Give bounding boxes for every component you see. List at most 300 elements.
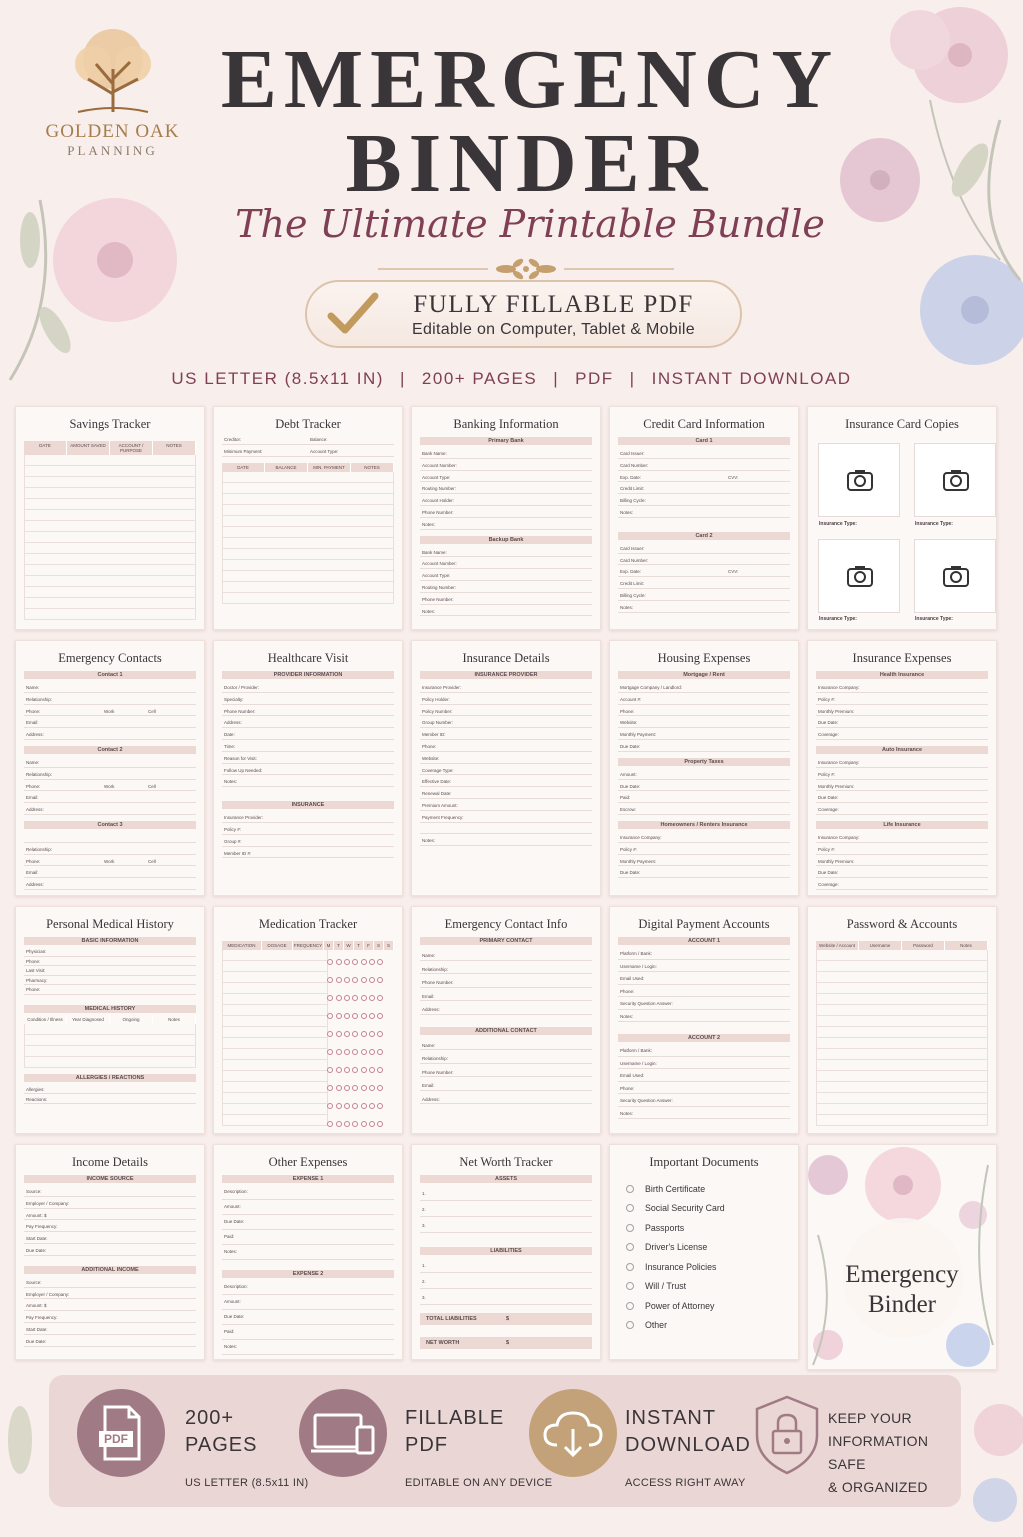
day-checkbox[interactable] (336, 995, 342, 1001)
field-list (618, 447, 790, 518)
day-checkbox[interactable] (327, 1049, 333, 1055)
day-checkbox[interactable] (352, 1031, 358, 1037)
table-header (24, 1015, 196, 1024)
day-checkbox[interactable] (336, 1031, 342, 1037)
page-banking-information (411, 406, 601, 630)
field-label: Amount: (618, 768, 790, 780)
field-label: Website: (618, 716, 790, 728)
document-item (626, 1199, 798, 1219)
day-checkbox[interactable] (344, 1031, 350, 1037)
field-label: Notes: (420, 605, 592, 617)
field-label: Reason for Visit: (222, 752, 394, 764)
field-list (420, 447, 592, 530)
day-checkbox[interactable] (352, 977, 358, 983)
page-title: Insurance Details (462, 651, 550, 665)
day-checkbox[interactable] (336, 1121, 342, 1127)
day-checkbox[interactable] (344, 1103, 350, 1109)
fillable-pdf-pill (305, 280, 742, 348)
field-label: Start Date: (24, 1323, 196, 1335)
feature-download-title (625, 1405, 751, 1459)
field-label: Website: (420, 752, 592, 764)
field-label: Effective Date: (420, 775, 592, 787)
field-label: Employer / Company: (24, 1197, 196, 1209)
field-label: Account Type: (308, 445, 394, 457)
field-label: Due Date: (816, 791, 988, 803)
field-list (420, 947, 592, 1015)
field-label: Specialty: (222, 693, 394, 705)
col-header: Notes (153, 1015, 196, 1024)
section-band: PROVIDER INFORMATION (222, 671, 394, 679)
field-label: Name: (24, 681, 196, 693)
field-label: Due Date: (222, 1310, 394, 1325)
field-list (618, 681, 790, 752)
col-header: S (374, 941, 384, 950)
table-rows (222, 950, 328, 1126)
field-label: Bank Name: (420, 447, 592, 459)
field-label: Phone: (26, 783, 41, 789)
day-checkbox[interactable] (336, 1085, 342, 1091)
field-label: Address: (24, 803, 196, 815)
field-label: Due Date: (618, 866, 790, 878)
field-label: Policy #: (816, 693, 988, 705)
field-list (24, 947, 196, 995)
day-checkbox[interactable] (327, 1085, 333, 1091)
document-item (626, 1218, 798, 1238)
field-label: Email: (24, 866, 196, 878)
field-label: Notes: (618, 601, 790, 613)
field-label: Pharmacy: (24, 976, 196, 986)
field-label: Routing Number: (420, 581, 592, 593)
field-label: Bank Name: (420, 546, 592, 558)
card-photo-box (818, 539, 900, 613)
feature-icon-circle (529, 1389, 617, 1477)
day-checkbox[interactable] (327, 959, 333, 965)
col-header: DATE (222, 463, 265, 472)
section-band: Life Insurance (816, 821, 988, 829)
checkbox-circle (626, 1204, 634, 1212)
dot-row (326, 1026, 396, 1044)
card-photo-box (914, 443, 996, 517)
subtitle: The Ultimate Printable Bundle (235, 202, 825, 246)
section-band: ALLERGIES / REACTIONS (24, 1074, 196, 1082)
camera-icon (942, 564, 970, 588)
feature-line-3: & ORGANIZED (828, 1479, 928, 1495)
lock-shield-icon (751, 1393, 823, 1477)
field-label: Name: (420, 1037, 592, 1051)
field-label: Notes: (618, 1010, 790, 1023)
day-checkbox[interactable] (336, 1013, 342, 1019)
field-label (24, 705, 196, 717)
field-list (618, 1044, 790, 1119)
col-header: Condition / Illness (24, 1015, 67, 1024)
field-label: Card Issuer: (618, 542, 790, 554)
day-checkbox[interactable] (352, 1103, 358, 1109)
day-checkbox[interactable] (352, 1067, 358, 1073)
field-label: Account Holder: (420, 494, 592, 506)
field-label: Card Number: (618, 459, 790, 471)
oak-tree-icon (58, 24, 168, 114)
day-checkbox[interactable] (327, 977, 333, 983)
cover-flower-illustration (808, 1145, 997, 1370)
day-checkbox[interactable] (361, 977, 367, 983)
day-checkbox[interactable] (327, 995, 333, 1001)
document-label: Will / Trust (645, 1281, 687, 1292)
field-label: Phone: (24, 985, 196, 995)
section-band: MEDICAL HISTORY (24, 1005, 196, 1013)
title-line-2: BINDER (345, 117, 715, 210)
field-list (420, 546, 592, 617)
section-band: Health Insurance (816, 671, 988, 679)
col-header: Ongoing (110, 1015, 153, 1024)
day-checkbox[interactable] (336, 959, 342, 965)
day-checkbox[interactable] (361, 1049, 367, 1055)
field-label: 2. (420, 1201, 592, 1217)
page-medication-tracker (213, 906, 403, 1134)
field-label (618, 471, 790, 483)
field-label: Renewal Date: (420, 787, 592, 799)
field-list (420, 1185, 592, 1233)
spec-download: INSTANT DOWNLOAD (651, 369, 852, 388)
field-list (420, 681, 592, 846)
col-header: ACCOUNT / PURPOSE (110, 441, 153, 455)
day-checkbox[interactable] (344, 995, 350, 1001)
pdf-icon-label: PDF (104, 1432, 128, 1446)
field-label: Address: (24, 728, 196, 740)
insurance-type-label: Insurance Type: (819, 616, 857, 622)
day-checkbox[interactable] (377, 1085, 383, 1091)
field-label: Coverage: (816, 803, 988, 815)
page-title: Insurance Card Copies (845, 417, 959, 431)
page-title: Income Details (71, 1155, 148, 1169)
page-title: Savings Tracker (69, 417, 151, 431)
field-label: Relationship: (24, 693, 196, 705)
field-label: Email Used: (618, 972, 790, 985)
feature-fillable-title (405, 1405, 504, 1459)
field-label: Amount: (222, 1200, 394, 1215)
field-label: Platform / Bank: (618, 1044, 790, 1057)
field-label: Insurance Company: (816, 831, 988, 843)
field-label: Exp. Date: (620, 569, 642, 575)
page-insurance-card-copies (807, 406, 997, 630)
day-checkbox[interactable] (377, 1103, 383, 1109)
brand-name: GOLDEN OAK (45, 121, 180, 142)
day-checkbox[interactable] (377, 1031, 383, 1037)
day-checkbox[interactable] (327, 1103, 333, 1109)
page-title: Debt Tracker (275, 417, 341, 431)
field-label: Policy Holder: (420, 693, 592, 705)
field-label: Reactions: (24, 1094, 196, 1104)
field-label-cvv: CVV: (728, 569, 739, 575)
field-list (618, 768, 790, 815)
col-header: DOSAGE (262, 941, 293, 950)
page-password-accounts (807, 906, 997, 1134)
col-header: Username (859, 941, 902, 950)
day-checkbox[interactable] (344, 1013, 350, 1019)
day-checkbox[interactable] (361, 1103, 367, 1109)
field-label (420, 823, 592, 835)
field-label: Billing Cycle: (618, 494, 790, 506)
field-label: Monthly Payment: (618, 728, 790, 740)
col-header: Website / Account (816, 941, 859, 950)
day-checkbox[interactable] (377, 977, 383, 983)
card-photo-box (818, 443, 900, 517)
day-checkbox[interactable] (336, 1103, 342, 1109)
feature-icon-circle (77, 1389, 165, 1477)
day-checkbox[interactable] (344, 1085, 350, 1091)
field-label: Due Date: (24, 1244, 196, 1256)
field-label: 3. (420, 1289, 592, 1305)
document-label: Other (645, 1320, 668, 1331)
page-title: Healthcare Visit (267, 651, 349, 665)
cover-title-line-1: Emergency (845, 1261, 959, 1288)
title-line-1: EMERGENCY (220, 33, 840, 126)
field-label: Due Date: (24, 1335, 196, 1347)
day-checkbox[interactable] (369, 977, 375, 983)
field-label: Amount: $ (24, 1209, 196, 1221)
feature-bar (49, 1375, 961, 1507)
day-checkbox[interactable] (344, 1049, 350, 1055)
field-label: Group Number: (420, 716, 592, 728)
section-band: Primary Bank (420, 437, 592, 445)
field-label: Member ID #: (222, 847, 394, 859)
section-band: ASSETS (420, 1175, 592, 1183)
day-checkbox[interactable] (369, 1049, 375, 1055)
field-label: Escrow: (618, 803, 790, 815)
day-checkbox[interactable] (352, 1121, 358, 1127)
day-checkbox[interactable] (377, 959, 383, 965)
day-checkbox[interactable] (361, 1031, 367, 1037)
day-checkbox[interactable] (336, 1067, 342, 1073)
field-label: Address: (222, 716, 394, 728)
document-label: Birth Certificate (645, 1183, 706, 1194)
dot-row (326, 1080, 396, 1098)
field-label: Account Type: (420, 569, 592, 581)
section-band: Contact 1 (24, 671, 196, 679)
day-checkbox[interactable] (327, 1013, 333, 1019)
spec-format: PDF (575, 369, 614, 388)
checkbox-circle (626, 1321, 634, 1329)
page-title: Other Expenses (268, 1155, 348, 1169)
field-label: Doctor / Provider: (222, 681, 394, 693)
dot-row (326, 1062, 396, 1080)
document-label: Driver's License (645, 1242, 708, 1253)
section-band: Backup Bank (420, 536, 592, 544)
checkbox-circle (626, 1224, 634, 1232)
total-liabilities-label: TOTAL LIABILITIES (426, 1316, 477, 1322)
day-checkbox[interactable] (377, 1013, 383, 1019)
field-label: Minimum Payment: (222, 445, 308, 457)
field-label: Notes: (420, 518, 592, 530)
section-band: ACCOUNT 1 (618, 937, 790, 945)
checkbox-circle (626, 1243, 634, 1251)
day-checkbox[interactable] (352, 1049, 358, 1055)
day-checkbox[interactable] (336, 1049, 342, 1055)
spec-pages: 200+ PAGES (421, 369, 538, 388)
field-label: Follow Up Needed: (222, 764, 394, 776)
day-checkbox[interactable] (369, 995, 375, 1001)
day-checkbox[interactable] (361, 1067, 367, 1073)
page-title: Important Documents (649, 1155, 759, 1169)
spec-line (0, 369, 1023, 389)
field-label: Email: (24, 716, 196, 728)
day-checkbox[interactable] (369, 1067, 375, 1073)
feature-line-1: INSTANT (625, 1407, 717, 1429)
day-checkbox[interactable] (361, 1085, 367, 1091)
day-checkbox[interactable] (352, 995, 358, 1001)
day-checkbox[interactable] (369, 1085, 375, 1091)
section-band: EXPENSE 2 (222, 1270, 394, 1278)
field-label: Start Date: (24, 1232, 196, 1244)
field-label: Routing Number: (420, 482, 592, 494)
day-checkbox[interactable] (369, 1013, 375, 1019)
field-label (24, 831, 196, 843)
spec-separator: | (553, 369, 560, 388)
field-label: Insurance Provider: (222, 811, 394, 823)
field-list (222, 811, 394, 858)
field-label: Physician: (24, 947, 196, 957)
page-healthcare-visit (213, 640, 403, 896)
field-label: Notes: (222, 775, 394, 787)
day-checkbox[interactable] (352, 1013, 358, 1019)
table-rows (24, 455, 196, 620)
work-label: Work (104, 708, 115, 714)
feature-line-1: FILLABLE (405, 1407, 505, 1429)
section-band: PRIMARY CONTACT (420, 937, 592, 945)
field-label: 3. (420, 1217, 592, 1233)
field-label: Security Question Answer: (618, 997, 790, 1010)
insurance-type-label: Insurance Type: (819, 521, 857, 527)
feature-line-1: KEEP YOUR (828, 1410, 912, 1426)
spec-separator: | (629, 369, 636, 388)
cover-title (808, 1260, 996, 1320)
day-checkbox[interactable] (336, 977, 342, 983)
section-band: INCOME SOURCE (24, 1175, 196, 1183)
col-header: S (384, 941, 394, 950)
feature-safe-text (828, 1407, 961, 1499)
section-band: INSURANCE (222, 801, 394, 809)
field-list (24, 831, 196, 890)
daily-checkbox-grid (326, 954, 396, 1134)
feature-line-1: 200+ (185, 1407, 235, 1429)
day-checkbox[interactable] (327, 1031, 333, 1037)
page-preview-grid (15, 406, 1009, 1366)
field-label: Coverage: (816, 728, 988, 740)
field-label: Policy #: (816, 843, 988, 855)
day-checkbox[interactable] (344, 959, 350, 965)
field-list (618, 947, 790, 1022)
day-checkbox[interactable] (361, 1121, 367, 1127)
feature-download-caption: ACCESS RIGHT AWAY (625, 1477, 746, 1489)
field-label: Relationship: (420, 1050, 592, 1064)
col-header: MEDICATION (222, 941, 262, 950)
field-label (24, 855, 196, 867)
field-label: Name: (24, 756, 196, 768)
field-label: 2. (420, 1273, 592, 1289)
field-label: Paid: (222, 1325, 394, 1340)
day-checkbox[interactable] (361, 1013, 367, 1019)
day-checkbox[interactable] (377, 1067, 383, 1073)
field-label: Phone: (26, 858, 41, 864)
field-list (24, 1185, 196, 1256)
field-label: Insurance Company: (816, 756, 988, 768)
field-label: Member ID: (420, 728, 592, 740)
field-label: Account Type: (420, 471, 592, 483)
day-checkbox[interactable] (352, 1085, 358, 1091)
day-checkbox[interactable] (377, 1049, 383, 1055)
day-checkbox[interactable] (377, 995, 383, 1001)
field-label: Notes: (618, 506, 790, 518)
day-checkbox[interactable] (361, 959, 367, 965)
section-band: ADDITIONAL INCOME (24, 1266, 196, 1274)
page-title: Emergency Contact Info (444, 917, 568, 931)
field-label: Due Date: (618, 780, 790, 792)
day-checkbox[interactable] (327, 1067, 333, 1073)
col-header: FREQUENCY (293, 943, 323, 948)
checkbox-circle (626, 1302, 634, 1310)
page-debt-tracker (213, 406, 403, 630)
checkbox-circle (626, 1185, 634, 1193)
field-label: Due Date: (222, 1215, 394, 1230)
day-checkbox[interactable] (369, 1103, 375, 1109)
field-label: Email: (420, 1077, 592, 1091)
feature-line-2: PAGES (185, 1434, 258, 1456)
field-label: Phone Number: (420, 974, 592, 988)
field-list (222, 681, 394, 787)
day-checkbox[interactable] (369, 959, 375, 965)
day-checkbox[interactable] (377, 1121, 383, 1127)
field-label: Pay Frequency: (24, 1311, 196, 1323)
day-checkbox[interactable] (327, 1121, 333, 1127)
feature-line-2: PDF (405, 1434, 448, 1456)
day-checkbox[interactable] (344, 977, 350, 983)
col-header: F (364, 941, 374, 950)
field-label: Phone: (420, 740, 592, 752)
day-checkbox[interactable] (344, 1121, 350, 1127)
cover-page (807, 1144, 997, 1370)
day-checkbox[interactable] (369, 1121, 375, 1127)
day-checkbox[interactable] (361, 995, 367, 1001)
section-band: BASIC INFORMATION (24, 937, 196, 945)
section-band: Card 1 (618, 437, 790, 445)
section-band: Card 2 (618, 532, 790, 540)
field-label: Paid: (618, 791, 790, 803)
field-label: Billing Cycle: (618, 589, 790, 601)
field-label: Paid: (222, 1230, 394, 1245)
document-item (626, 1316, 798, 1336)
field-label: Group #: (222, 835, 394, 847)
field-label: Date: (222, 728, 394, 740)
col-header: Password (902, 941, 945, 950)
day-checkbox[interactable] (352, 959, 358, 965)
day-checkbox[interactable] (369, 1031, 375, 1037)
dot-row (326, 972, 396, 990)
field-label: Phone: (24, 957, 196, 967)
dollar-sign: $ (506, 1316, 510, 1322)
page-income-details (15, 1144, 205, 1360)
field-label: Phone Number: (420, 506, 592, 518)
field-label: Username / Login: (618, 960, 790, 973)
cell-label: Cell (148, 708, 156, 714)
spec-separator: | (399, 369, 406, 388)
page-other-expenses (213, 1144, 403, 1360)
field-label: Insurance Company: (816, 681, 988, 693)
field-label: Policy Number: (420, 705, 592, 717)
field-label: Monthly Premium: (816, 705, 988, 717)
field-label: Card Issuer: (618, 447, 790, 459)
cell-label: Cell (148, 783, 156, 789)
day-checkbox[interactable] (344, 1067, 350, 1073)
field-label: Phone: (618, 705, 790, 717)
